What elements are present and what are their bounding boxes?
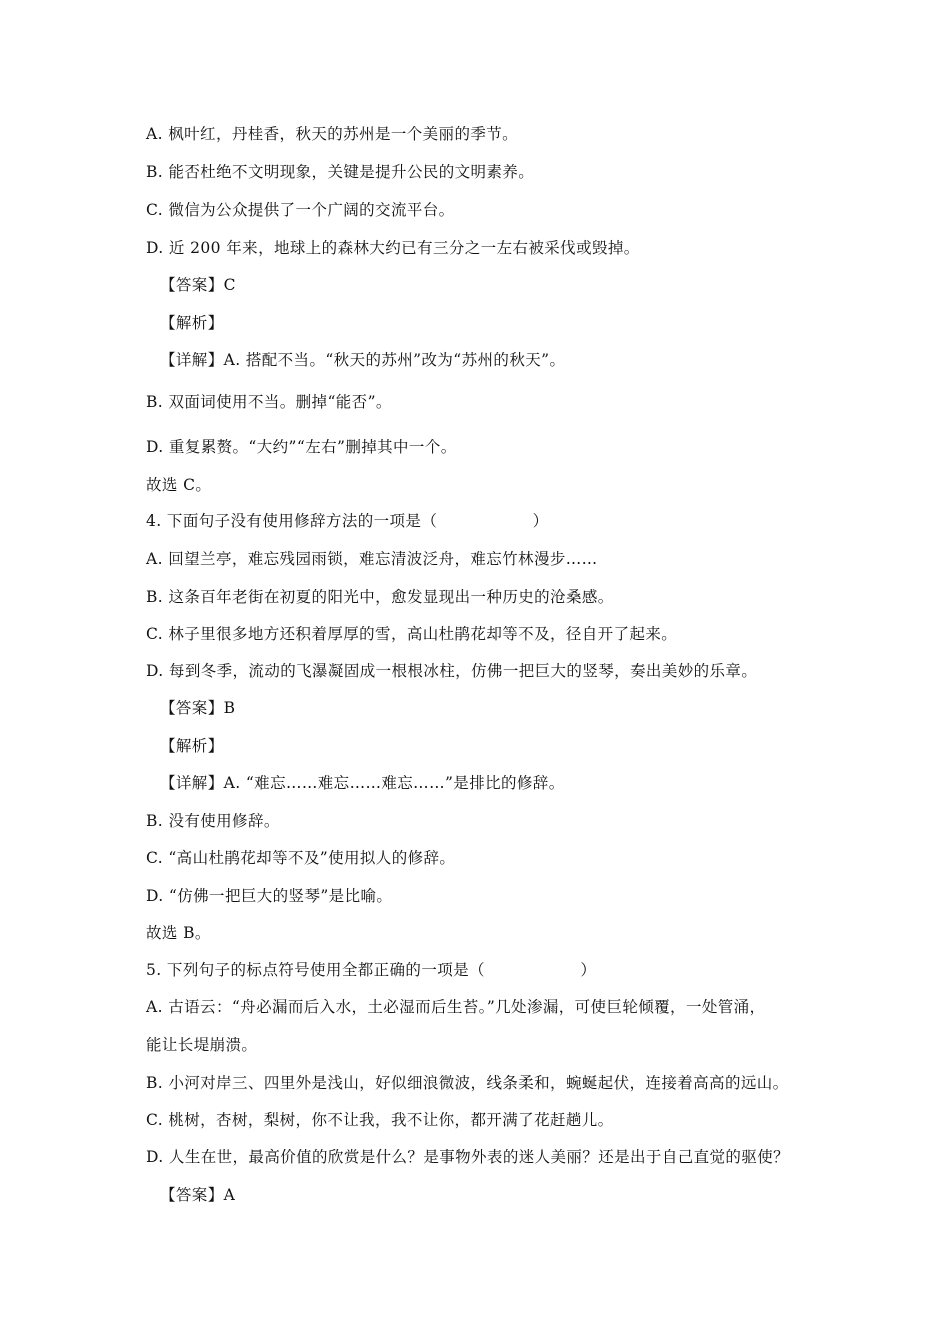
q3-detail-a: 【详解】A. 搭配不当。“秋天的苏州”改为“苏州的秋天”。 <box>160 351 566 369</box>
q3-option-b: B. 能否杜绝不文明现象，关键是提升公民的文明素养。 <box>146 163 535 181</box>
q3-option-c: C. 微信为公众提供了一个广阔的交流平台。 <box>146 201 455 219</box>
q3-analysis-heading: 【解析】 <box>160 314 224 332</box>
q5-stem: 5. 下列句子的标点符号使用全都正确的一项是（ ） <box>146 961 597 979</box>
q3-detail-d: D. 重复累赘。“大约”“左右”删掉其中一个。 <box>146 438 457 456</box>
q3-option-a: A. 枫叶红，丹桂香，秋天的苏州是一个美丽的季节。 <box>146 125 519 143</box>
q5-option-b: B. 小河对岸三、四里外是浅山，好似细浪微波，线条柔和，蜿蜒起伏，连接着高高的远山。 <box>146 1074 789 1092</box>
q4-stem: 4. 下面句子没有使用修辞方法的一项是（ ） <box>146 512 549 530</box>
q4-conclusion: 故选 B。 <box>146 924 211 942</box>
q3-detail-b: B. 双面词使用不当。删掉“能否”。 <box>146 393 392 411</box>
q4-detail-d: D. “仿佛一把巨大的竖琴”是比喻。 <box>146 887 393 905</box>
q4-option-b: B. 这条百年老街在初夏的阳光中，愈发显现出一种历史的沧桑感。 <box>146 588 614 606</box>
q5-option-a-line2: 能让长堤崩溃。 <box>146 1036 258 1054</box>
q4-detail-b: B. 没有使用修辞。 <box>146 812 280 830</box>
q5-option-a-line1: A. 古语云：“舟必漏而后入水，土必湿而后生苔。”几处渗漏，可使巨轮倾覆，一处管涌， <box>146 998 766 1016</box>
q3-answer: 【答案】C <box>160 276 236 294</box>
q4-detail-c: C. “高山杜鹃花却等不及”使用拟人的修辞。 <box>146 849 456 867</box>
q4-option-a: A. 回望兰亭，难忘残园雨锁，难忘清波泛舟，难忘竹林漫步…… <box>146 550 598 568</box>
q4-analysis-heading: 【解析】 <box>160 737 224 755</box>
q4-answer: 【答案】B <box>160 699 236 717</box>
q4-option-d: D. 每到冬季，流动的飞瀑凝固成一根根冰柱，仿佛一把巨大的竖琴，奏出美妙的乐章。 <box>146 662 758 680</box>
q5-answer: 【答案】A <box>160 1186 236 1204</box>
q3-conclusion: 故选 C。 <box>146 476 212 494</box>
q3-option-d: D. 近 200 年来，地球上的森林大约已有三分之一左右被采伐或毁掉。 <box>146 239 640 257</box>
q5-option-d: D. 人生在世，最高价值的欣赏是什么？是事物外表的迷人美丽？还是出于自己直觉的驱使？ <box>146 1148 790 1166</box>
q4-option-c: C. 林子里很多地方还积着厚厚的雪，高山杜鹃花却等不及，径自开了起来。 <box>146 625 678 643</box>
q4-detail-a: 【详解】A. “难忘……难忘……难忘……”是排比的修辞。 <box>160 774 565 792</box>
q5-option-c: C. 桃树，杏树，梨树，你不让我，我不让你，都开满了花赶趟儿。 <box>146 1111 614 1129</box>
